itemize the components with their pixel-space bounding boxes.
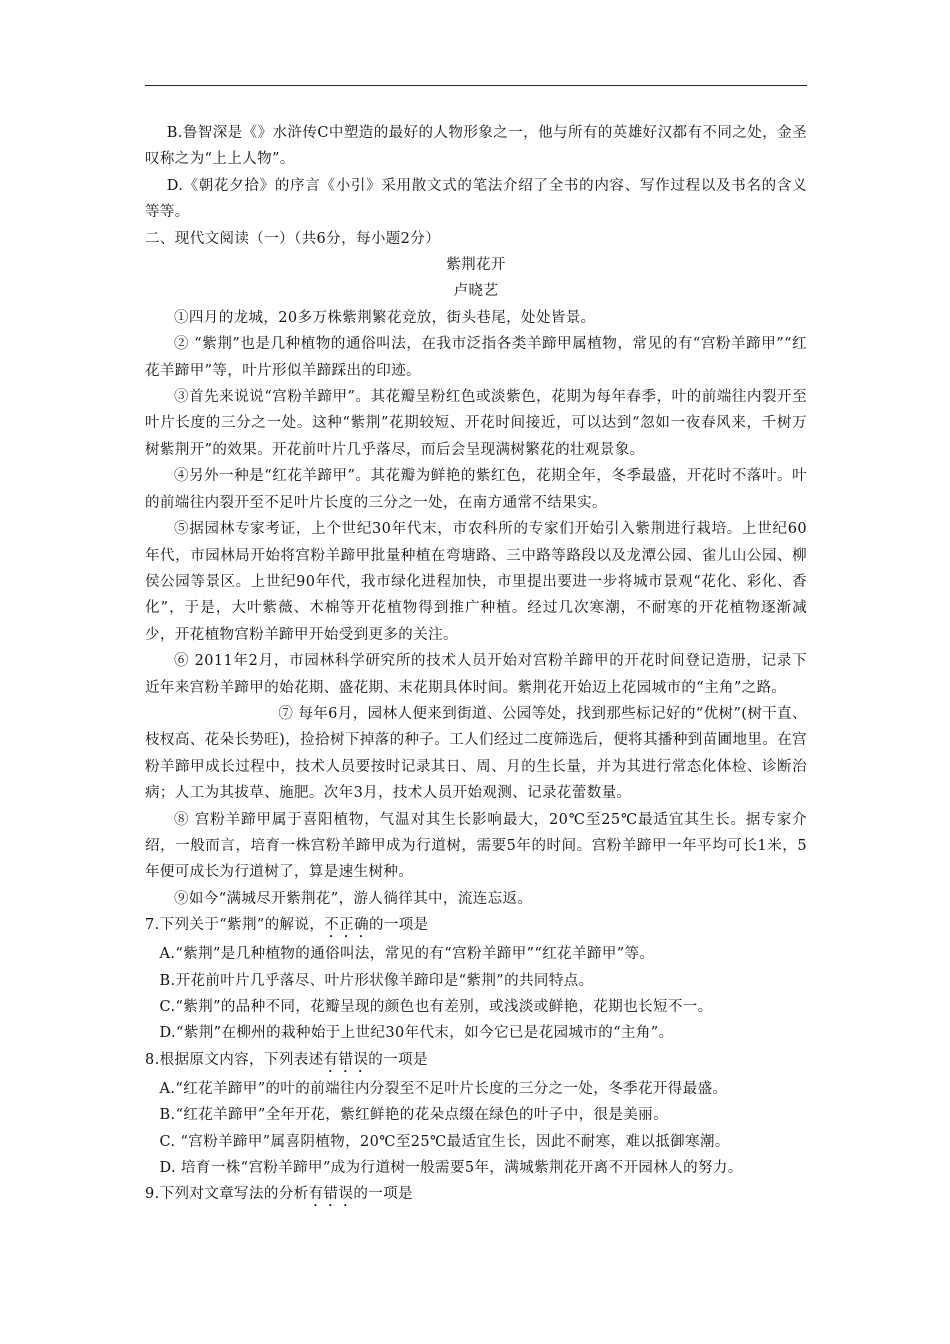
emphasis-marked-text: 不正确	[324, 917, 369, 934]
paragraph-5: ⑤据园林专家考证，上个世纪30年代末，市农科所的专家们开始引入紫荆进行栽培。上世纪60年代，市园林局开始将宫粉羊蹄甲批量种植在弯塘路、三中路等路段以及龙潭公园、雀儿山公园、柳侯公园等景区。上世纪90年代，我市绿化进程加快，市里提出要进一步将城市景观“花化、彩化、香化”，于是，大叶紫薇、木棉等开花植物得到推广种植。经过几次寒潮，不耐寒的开花植物逐渐减少，开花植物宫粉羊蹄甲开始受到更多的关注。	[145, 521, 808, 643]
exam-page	[145, 120, 807, 1210]
paragraph-8: ⑧ 宫粉羊蹄甲属于喜阳植物，气温对其生长影响最大，20℃至25℃最适宜其生长。据专家介绍，一般而言，培育一株宫粉羊蹄甲成为行道树，需要5年的时间。宫粉羊蹄甲一年平均可长1米，5年便可成长为行道树了，算是速生树种。	[145, 811, 807, 881]
question-8-option-d: D. 培育一株“宫粉羊蹄甲”成为行道树一般需要5年，满城紫荆花开离不开园林人的努力。	[159, 1160, 743, 1177]
paragraph-6: ⑥ 2011年2月，市园林科学研究所的技术人员开始对宫粉羊蹄甲的开花时间登记造册，记录下近年来宫粉羊蹄甲的始花期、盛花期、末花期具体时间。紫荆花开始迈上花园城市的“主角”之路。	[145, 653, 807, 696]
paragraph-3: ③首先来说说“宫粉羊蹄甲”。其花瓣呈粉红色或淡紫色，花期为每年春季，叶的前端往内裂开至叶片长度的三分之一处。这种“紫荆”花期较短、开花时间接近，可以达到“忽如一夜春风来，千树万树紫荆开”的效果。开花前叶片几乎落尽，而后会呈现满树繁花的壮观景象。	[145, 389, 807, 458]
emphasis-marked-text: 有错误	[323, 1051, 369, 1068]
question-8-option-a: A.“红花羊蹄甲”的叶的前端往内分裂至不足叶片长度的三分之一处，冬季花开得最盛。	[159, 1080, 728, 1097]
article-author: 卢晓艺	[453, 283, 499, 300]
header-rule	[145, 85, 807, 86]
question-7-option-c: C.“紫荆”的品种不同，花瓣呈现的颜色也有差别，或浅淡或鲜艳，花期也长短不一。	[159, 999, 713, 1015]
paragraph-1: ①四月的龙城，20多万株紫荆繁花竞放，街头巷尾，处处皆景。	[174, 309, 596, 326]
question-7-option-d: D.“紫荆”在柳州的栽种始于上世纪30年代末，如今它已是花园城市的“主角”。	[159, 1025, 674, 1042]
question-7-stem: 7.下列关于“紫荆”的解说，不正确的一项是	[145, 917, 429, 934]
emphasis-marked-text: 有错误	[308, 1186, 354, 1203]
question-8-option-c: C. “宫粉羊蹄甲”属喜阴植物，20℃至25℃最适宜生长，因此不耐寒，难以抵御寒潮。	[159, 1133, 730, 1150]
paragraph-9: ⑨如今“满城尽开紫荆花”，游人徜徉其中，流连忘返。	[174, 890, 533, 907]
question-7-option-a: A.“紫荆”是几种植物的通俗叫法，常见的有“宫粉羊蹄甲”“红花羊蹄甲”等。	[159, 946, 655, 963]
paragraph-4: ④另外一种是“红花羊蹄甲”。其花瓣为鲜艳的紫红色，花期全年，冬季最盛，开花时不落叶。叶的前端往内裂开至不足叶片长度的三分之一处，在南方通常不结果实。	[145, 468, 807, 511]
prev-choice-b: B.鲁智深是《》水浒传C中塑造的最好的人物形象之一，他与所有的英雄好汉都有不同之处，金圣叹称之为“上上人物”。	[145, 125, 807, 168]
section-heading: 二、现代文阅读（一）（共6分，每小题2分）	[145, 230, 441, 247]
question-9-stem: 9.下列对文章写法的分析有错误的一项是	[145, 1186, 413, 1203]
prev-choice-d: D.《朝花夕拾》的序言《小引》采用散文式的笔法介绍了全书的内容、写作过程以及书名的含义等等。	[145, 177, 807, 221]
question-7-option-b: B.开花前叶片几乎落尽、叶片形状像羊蹄印是“紫荆”的共同特点。	[159, 972, 594, 989]
paragraph-2: ② “紫荆”也是几种植物的通俗叫法，在我市泛指各类羊蹄甲属植物，常见的有“宫粉羊蹄甲”“红花羊蹄甲”等，叶片形似羊蹄踩出的印迹。	[145, 336, 807, 379]
article-title: 紫荆花开	[446, 257, 506, 274]
paragraph-7: ⑦ 每年6月，园林人便来到街道、公园等处，找到那些标记好的“优树”(树干直、枝杈高、花朵长势旺)，捡拾树下掉落的种子。工人们经过二度筛选后，便将其播种到苗圃地里。在宫粉羊蹄甲成长过程中，技术人员要按时记录其日、周、月的生长量，并为其进行常态化体检、诊断治病；人工为其拔草、施肥。次年3月，技术人员开始观测、记录花蕾数量。	[145, 705, 807, 802]
question-8-option-b: B.“红花羊蹄甲”全年开花，紫红鲜艳的花朵点缀在绿色的叶子中，很是美丽。	[159, 1107, 668, 1124]
question-8-stem: 8.根据原文内容，下列表述有错误的一项是	[145, 1051, 428, 1068]
